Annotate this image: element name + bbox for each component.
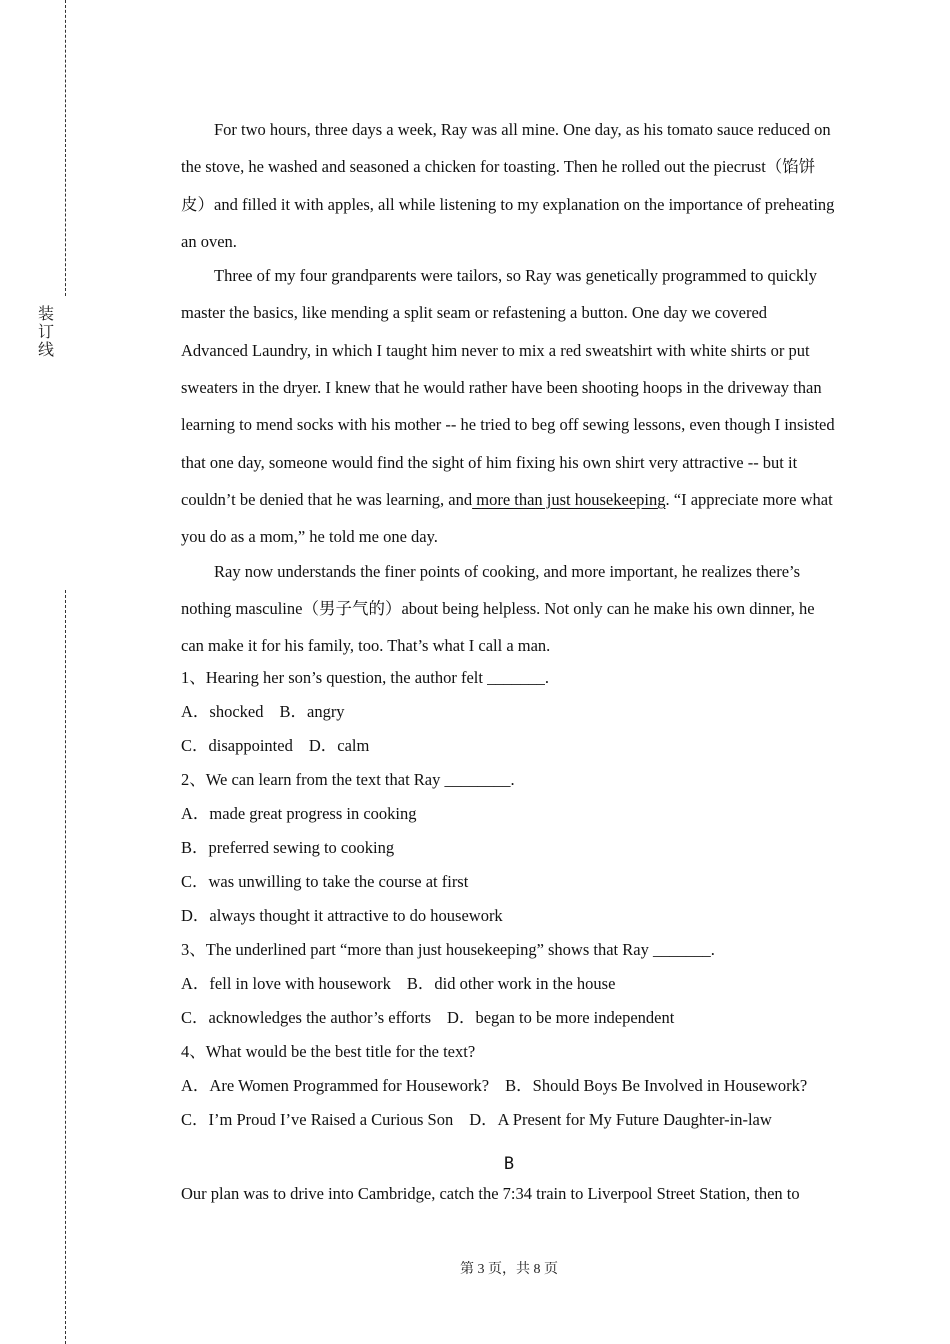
binding-char: 装 (37, 304, 54, 323)
option-line (181, 695, 837, 729)
option-line (181, 1001, 837, 1035)
question-list (181, 661, 837, 1137)
paragraph-text: Three of my four grandparents were tailors, so Ray was genetically programmed to quickly master the basics, like mending a split seam or refastening a button. One day we covered Advanced Laundry, in which I taught him never to mix a red sweatshirt with white shirts or put sweaters in the dryer. I knew that he would rather have been shooting hoops in the driveway than learning to mend socks with his mother -- he tried to beg off sewing lessons, even though I insisted that one day, someone would find the sight of him fixing his own shirt very attractive -- but it couldn’t be denied that he was learning, and (181, 266, 835, 509)
page-footer: 第 3 页，共 8 页 (460, 1262, 558, 1277)
option: C．I’m Proud I’ve Raised a Curious Son (181, 1110, 454, 1130)
option-line (181, 1069, 837, 1103)
section-title: B (503, 1154, 515, 1175)
option: A．made great progress in cooking (181, 804, 417, 824)
option: A．Are Women Programmed for Housework? (181, 1076, 490, 1096)
option: B．did other work in the house (406, 974, 616, 994)
question-stem: 4、What would be the best title for the text? (181, 1042, 476, 1062)
paragraph-text: . “I appreciate more what you do as a mom,” he told me one day. (181, 489, 833, 547)
option: D．always thought it attractive to do housework (181, 906, 503, 926)
option: A．shocked (181, 702, 264, 722)
option-line (181, 865, 837, 899)
option: B．preferred sewing to cooking (181, 838, 395, 858)
option: C．disappointed (181, 736, 293, 756)
option: A．fell in love with housework (181, 974, 391, 994)
binding-char: 订 (37, 322, 54, 341)
option-line (181, 1103, 837, 1137)
binding-line-top (65, 0, 66, 296)
question-stem: 1、Hearing her son’s question, the author felt _______. (181, 668, 549, 688)
binding-char: 线 (37, 340, 54, 359)
binding-line-bottom (65, 590, 66, 1344)
option: C．was unwilling to take the course at first (181, 872, 469, 892)
binding-label (37, 305, 55, 359)
option: C．acknowledges the author’s efforts (181, 1008, 432, 1028)
option: B．angry (279, 702, 345, 722)
page-content (181, 111, 837, 1211)
question-stem: 2、We can learn from the text that Ray ________. (181, 770, 515, 790)
passage-paragraph-1: For two hours, three days a week, Ray was all mine. One day, as his tomato sauce reduced on the stove, he washed and seasoned a chicken for toasting. Then he rolled out the piecrust（馅饼皮）and filled it with apples, all while listening to my explanation on the importance of preheating an oven. (181, 120, 835, 251)
underlined-phrase: more than just housekeeping (472, 489, 666, 509)
question-stem: 3、The underlined part “more than just housekeeping” shows that Ray _______. (181, 940, 715, 960)
option-line (181, 797, 837, 831)
option-line (181, 967, 837, 1001)
passage-paragraph-3: Ray now understands the finer points of cooking, and more important, he realizes there’s nothing masculine（男子气的）about being helpless. Not only can he make his own dinner, he can make it for his family, too. That’s what I call a man. (181, 561, 815, 656)
option-line (181, 899, 837, 933)
option: B．Should Boys Be Involved in Housework? (505, 1076, 808, 1096)
section-b-first-line: Our plan was to drive into Cambridge, catch the 7:34 train to Liverpool Street Station, then to (181, 1184, 800, 1204)
option: D．calm (308, 736, 370, 756)
option-line (181, 831, 837, 865)
option: D．A Present for My Future Daughter-in-law (469, 1110, 772, 1130)
passage-paragraph-2 (181, 257, 837, 555)
option-line (181, 729, 837, 763)
option: D．began to be more independent (447, 1008, 675, 1028)
